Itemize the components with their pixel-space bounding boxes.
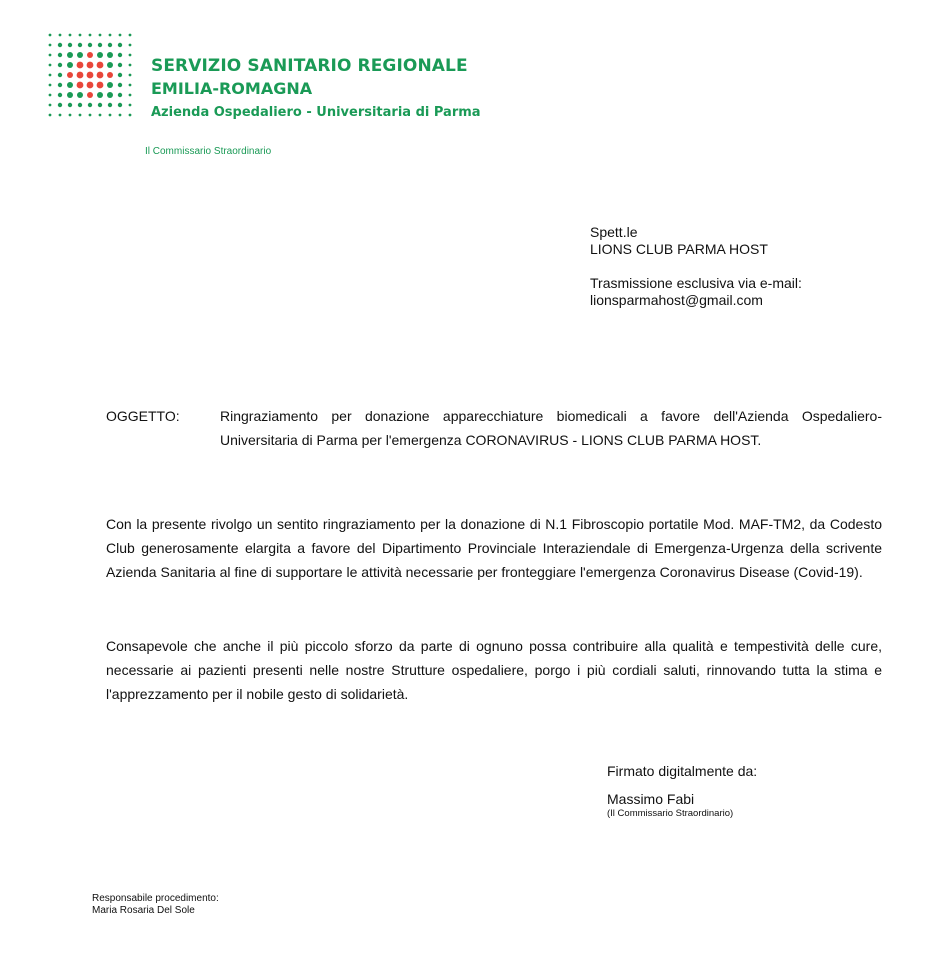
logo-dot bbox=[118, 73, 122, 77]
logo-dot bbox=[69, 34, 72, 37]
logo-dot bbox=[118, 103, 122, 107]
logo-dot bbox=[77, 62, 84, 69]
logo-dot bbox=[79, 34, 82, 37]
dot-grid-logo-icon bbox=[45, 30, 135, 122]
logo-dot bbox=[49, 64, 52, 67]
body-paragraph-2: Consapevole che anche il più piccolo sforzo da parte di ognuno possa contribuire alla qualità e tempestività delle cure, necessarie ai pazienti presenti nelle nostre Strutture ospedaliere, porgo i più cordiali saluti, rinnovando tutta la stima e l'apprezzamento per il nobile gesto di solidarietà. bbox=[106, 638, 882, 702]
logo-dot bbox=[109, 34, 112, 37]
logo-dot bbox=[129, 44, 132, 47]
subject-label: OGGETTO: bbox=[106, 408, 180, 424]
logo-dot bbox=[107, 72, 113, 78]
logo-dot bbox=[97, 92, 103, 98]
logo-dot bbox=[118, 83, 122, 87]
logo-dot bbox=[78, 43, 82, 47]
subject-text: Ringraziamento per donazione apparecchiature biomedicali a favore dell'Azienda Ospedaliero-Universitaria di Parma per l'emergenza CORONAVIRUS - LIONS CLUB PARMA HOST. bbox=[220, 408, 882, 448]
logo-dot bbox=[98, 103, 102, 107]
logo-dot bbox=[107, 62, 113, 68]
logo-dot bbox=[58, 103, 62, 107]
org-name: SERVIZIO SANITARIO REGIONALE bbox=[151, 56, 468, 76]
logo-dot bbox=[107, 52, 113, 58]
logo-dot bbox=[88, 103, 92, 107]
logo-dot bbox=[49, 44, 52, 47]
recipient-block bbox=[590, 224, 802, 309]
logo-dot bbox=[67, 72, 73, 78]
logo-dot bbox=[59, 114, 62, 117]
logo-dot bbox=[49, 114, 52, 117]
logo-dot bbox=[129, 104, 132, 107]
org-region: EMILIA-ROMAGNA bbox=[151, 79, 313, 98]
logo-dot bbox=[97, 82, 104, 89]
logo-dot bbox=[99, 114, 102, 117]
logo-dot bbox=[129, 74, 132, 77]
logo-dot bbox=[107, 92, 113, 98]
logo-dot bbox=[49, 74, 52, 77]
logo-dot bbox=[129, 84, 132, 87]
logo-dot bbox=[58, 93, 62, 97]
org-hospital: Azienda Ospedaliero - Universitaria di Parma bbox=[151, 105, 481, 120]
logo-dot bbox=[119, 114, 122, 117]
logo-dot bbox=[129, 64, 132, 67]
logo-dot bbox=[68, 103, 72, 107]
signature-role: (Il Commissario Straordinario) bbox=[607, 808, 734, 819]
responsible-block bbox=[92, 893, 219, 917]
logo-dot bbox=[87, 82, 94, 89]
logo-dot bbox=[129, 114, 132, 117]
logo-dot bbox=[58, 83, 62, 87]
sender-role: Il Commissario Straordinario bbox=[145, 146, 272, 157]
responsible-label: Responsabile procedimento: bbox=[92, 893, 219, 904]
logo-dot bbox=[67, 82, 73, 88]
logo-dot bbox=[118, 43, 122, 47]
logo-dot bbox=[67, 62, 73, 68]
logo-dot bbox=[97, 72, 104, 79]
logo-dot bbox=[59, 34, 62, 37]
logo-dot bbox=[99, 34, 102, 37]
logo-dot bbox=[109, 114, 112, 117]
logo-dot bbox=[87, 92, 93, 98]
logo-dot bbox=[89, 34, 92, 37]
logo-dot bbox=[58, 73, 62, 77]
transmission-note: Trasmissione esclusiva via e-mail: bbox=[590, 275, 802, 291]
logo-dot bbox=[58, 43, 62, 47]
logo-dot bbox=[68, 43, 72, 47]
logo-dot bbox=[49, 34, 52, 37]
signature-heading: Firmato digitalmente da: bbox=[607, 763, 758, 779]
logo-dot bbox=[49, 84, 52, 87]
logo-dot bbox=[49, 54, 52, 57]
logo-dot bbox=[118, 93, 122, 97]
responsible-name: Maria Rosaria Del Sole bbox=[92, 905, 195, 916]
logo-dot bbox=[67, 52, 73, 58]
logo-dot bbox=[58, 53, 62, 57]
logo-dot bbox=[67, 92, 73, 98]
logo-dot bbox=[77, 92, 83, 98]
logo-dot bbox=[108, 43, 112, 47]
logo-dot bbox=[118, 63, 122, 67]
logo-dot bbox=[118, 53, 122, 57]
logo-dot bbox=[97, 52, 103, 58]
logo-dot bbox=[129, 94, 132, 97]
logo-dot bbox=[77, 52, 83, 58]
logo-dot bbox=[119, 34, 122, 37]
logo-dot bbox=[87, 52, 93, 58]
logo-dot bbox=[49, 94, 52, 97]
logo-dot bbox=[129, 34, 132, 37]
logo-dot bbox=[108, 103, 112, 107]
recipient-email: lionsparmahost@gmail.com bbox=[590, 292, 763, 308]
logo-dot bbox=[88, 43, 92, 47]
logo-dot bbox=[49, 104, 52, 107]
recipient-salutation: Spett.le bbox=[590, 224, 638, 240]
logo-dot bbox=[89, 114, 92, 117]
logo-dot bbox=[87, 72, 94, 79]
body-paragraph-1: Con la presente rivolgo un sentito ringraziamento per la donazione di N.1 Fibroscopio portatile Mod. MAF-TM2, da Codesto Club generosamente elargita a favore del Dipartimento Provinciale Interaziendale di Emergenza-Urgenza della scrivente Azienda Sanitaria al fine di supportare le attività necessarie per fronteggiare l'emergenza Coronavirus Disease (Covid-19). bbox=[106, 516, 882, 580]
signature-name: Massimo Fabi bbox=[607, 791, 695, 807]
logo-dot bbox=[87, 62, 94, 69]
logo-dot bbox=[77, 82, 84, 89]
logo-dot bbox=[107, 82, 113, 88]
logo-dot bbox=[77, 72, 84, 79]
logo-dot bbox=[79, 114, 82, 117]
logo-dot bbox=[78, 103, 82, 107]
recipient-name: LIONS CLUB PARMA HOST bbox=[590, 241, 768, 257]
logo-dot bbox=[98, 43, 102, 47]
logo-dot bbox=[58, 63, 62, 67]
logo-dot bbox=[97, 62, 104, 69]
logo-dot bbox=[69, 114, 72, 117]
logo-dot bbox=[129, 54, 132, 57]
